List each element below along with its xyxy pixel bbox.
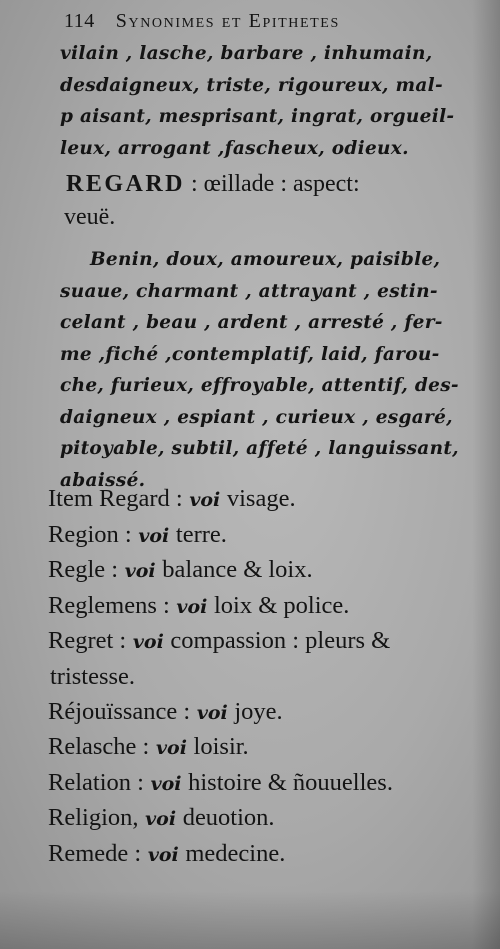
entry-voi: voi (149, 737, 194, 760)
epithet-line: me ,fiché ,contemplatif, laid, farou- (60, 343, 440, 365)
entry-reference: deuotion. (182, 804, 275, 832)
entry-term: Reglemens : (48, 591, 170, 619)
intro-line: leux, arrogant ,fascheux, odieux. (60, 137, 409, 159)
entry-religion (48, 801, 488, 837)
entry-region (48, 518, 488, 554)
entry-voi: voi (141, 843, 186, 866)
entry-term: Regret : (48, 627, 127, 655)
epithet-line: pitoyable, subtil, affeté , languissant, (60, 438, 459, 459)
entry-voi: voi (138, 808, 183, 831)
page-header (64, 6, 484, 36)
epithet-line: daigneux , espiant , curieux , esgaré, (60, 406, 453, 428)
entry-reference: compassion : pleurs & (170, 627, 391, 655)
entry-term: Relasche : (48, 733, 150, 761)
regard-heading-line (52, 168, 484, 201)
page-number: 114 (64, 10, 95, 32)
entry-voi: voi (143, 772, 189, 795)
entry-item-regard (48, 482, 488, 518)
entry-voi: voi (126, 631, 171, 654)
entry-reference: visage. (226, 485, 296, 512)
regard-synonyms: : œillade : aspect: (185, 171, 360, 197)
entry-reglemens (48, 589, 488, 625)
entry-reference: medecine. (185, 839, 286, 867)
entry-remede (48, 837, 488, 873)
intro-line: p aisant, mesprisant, ingrat, orgueil- (60, 106, 455, 127)
entry-reference: loix & police. (213, 591, 350, 619)
entry-term: Region : (48, 520, 132, 548)
entry-term: Religion, (48, 804, 139, 832)
entry-voi: voi (118, 560, 163, 583)
entry-term: Remede : (48, 839, 142, 867)
intro-line: vilain , lasche, barbare , inhumain, (60, 43, 433, 64)
entry-reference: loisir. (193, 733, 249, 761)
epithet-line: Benin, doux, amoureux, paisible, (90, 249, 441, 270)
regard-epithets (52, 244, 484, 496)
entry-reference: balance & loix. (162, 556, 313, 584)
regard-synonyms-continued: veuë. (64, 204, 116, 230)
entry-voi: voi (190, 701, 235, 724)
epithet-line: che, furieux, effroyable, attentif, des- (60, 375, 459, 396)
bottom-margin (0, 891, 500, 949)
cross-reference-entries (48, 482, 488, 873)
epithet-line: celant , beau , ardent , arresté , fer- (60, 312, 443, 333)
entry-rejouissance (48, 695, 488, 731)
entry-voi: voi (169, 595, 214, 618)
entry-term: Regle : (48, 556, 119, 584)
intro-line: desdaigneux, triste, rigoureux, mal- (60, 74, 443, 96)
entry-regle (48, 553, 488, 589)
intro-epithets (52, 38, 484, 164)
entry-regret-continuation: tristesse. (50, 662, 136, 690)
entry-reference: joye. (234, 697, 283, 725)
epithet-line: abaissé. (60, 469, 146, 491)
entry-term: Item Regard : (48, 485, 183, 512)
entry-relasche (48, 730, 488, 766)
entry-reference: histoire & ñouuelles. (188, 768, 393, 796)
running-head: Synonimes et Epithetes (115, 10, 340, 32)
entry-relation (48, 766, 488, 802)
entry-term: Relation : (48, 768, 144, 796)
entry-voi: voi (182, 489, 227, 511)
text-body (52, 38, 484, 496)
regard-headword: REGARD (66, 171, 186, 197)
entry-voi: voi (131, 524, 176, 547)
entry-reference: terre. (175, 520, 227, 548)
entry-regret (48, 624, 488, 660)
epithet-line: suaue, charmant , attrayant , estin- (60, 280, 438, 302)
entry-term: Réjouïssance : (48, 697, 191, 725)
